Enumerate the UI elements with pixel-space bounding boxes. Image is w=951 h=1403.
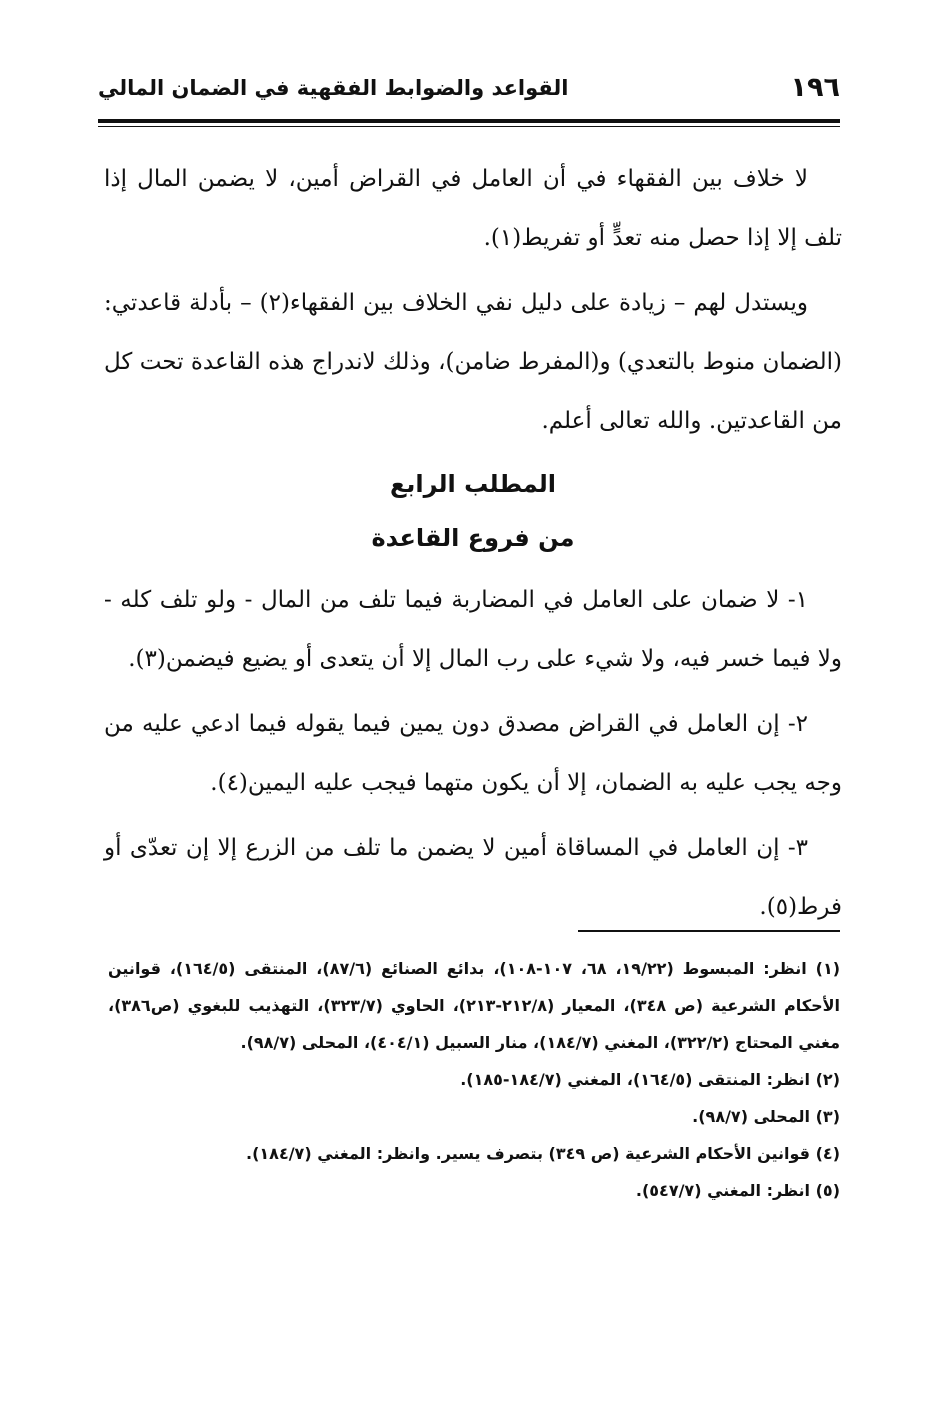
header-rule-thin (98, 126, 840, 127)
branch-item-3: ٣- إن العامل في المساقاة أمين لا يضمن ما تلف من الزرع إلا إن تعدّى أو فرط(٥). (104, 835, 842, 920)
footnote-2: (٢) انظر: المنتقى (١٦٤/٥)، المغني (١٨٤/٧-١٨٥). (460, 1070, 840, 1089)
footnote-5: (٥) انظر: المغني (٥٤٧/٧). (635, 1181, 840, 1200)
branch-item-1: ١- لا ضمان على العامل في المضاربة فيما تلف من المال - ولو تلف كله - ولا فيما خسر فيه، ولا شيء على رب المال إلا أن يتعدى أو يضيع فيضمن(٣). (104, 587, 842, 672)
footnotes (108, 950, 840, 1209)
section-subheading: من فروع القاعدة (371, 524, 575, 552)
footnote-3: (٣) المحلى (٩٨/٧). (692, 1107, 840, 1126)
section-heading: المطلب الرابع (389, 470, 557, 498)
paragraph-2: ويستدل لهم – زيادة على دليل نفي الخلاف بين الفقهاء(٢) – بأدلة قاعدتي: (الضمان منوط بالتعدي) و(المفرط ضامن)، وذلك لاندراج هذه القاعدة تحت كل من القاعدتين. والله تعالى أعلم. (104, 290, 842, 434)
paragraph-1: لا خلاف بين الفقهاء في أن العامل في القراض أمين، لا يضمن المال إذا تلف إلا إذا حصل منه تعدٍّ أو تفريط(١). (104, 166, 842, 251)
page-number: ١٩٦ (790, 72, 840, 103)
branch-item-2: ٢- إن العامل في القراض مصدق دون يمين فيما يقوله فيما ادعي عليه من وجه يجب عليه به الضمان، إلا أن يكون متهما فيجب عليه اليمين(٤). (104, 711, 842, 796)
footnote-separator (578, 930, 840, 932)
running-title: القواعد والضوابط الفقهية في الضمان المالي (98, 76, 569, 100)
header-rule-thick (98, 119, 840, 123)
main-text (104, 150, 842, 943)
footnote-4: (٤) قوانين الأحكام الشرعية (ص ٣٤٩) بتصرف يسير. وانظر: المغني (١٨٤/٧). (246, 1144, 840, 1163)
page-header (98, 72, 840, 120)
footnote-1: (١) انظر: المبسوط (١٩/٢٢، ٦٨، ١٠٧-١٠٨)، بدائع الصنائع (٨٧/٦)، المنتقى (١٦٤/٥)، قوانين الأحكام الشرعية (ص ٣٤٨)، المعيار (٢١٢/٨-٢١٣)، الحاوي (٣٢٣/٧)، التهذيب للبغوي (ص٣٨٦)، مغني المحتاج (٣٢٢/٢)، المغني (١٨٤/٧)، منار السبيل (٤٠٤/١)، المحلى (٩٨/٧). (108, 959, 841, 1052)
